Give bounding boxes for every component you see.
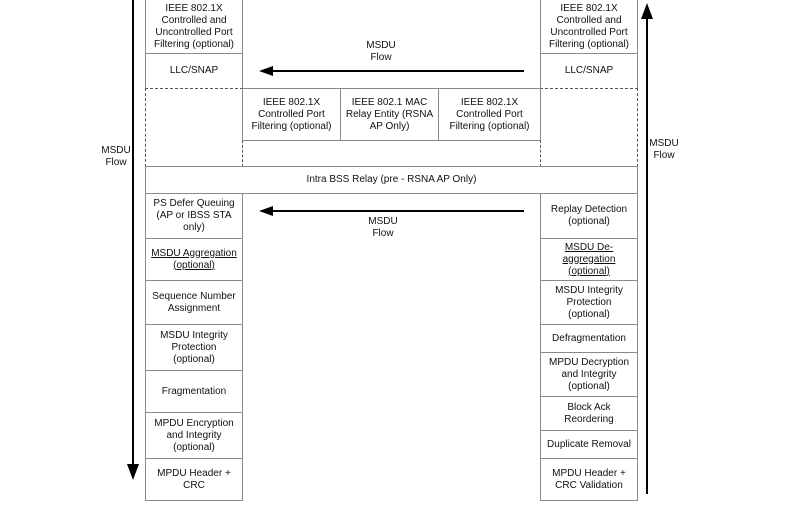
right-dashed-region xyxy=(540,88,638,167)
mid-msdu-flow-arrow-shaft xyxy=(270,210,524,212)
ps-defer-queuing: PS Defer Queuing (AP or IBSS STA only) xyxy=(145,193,243,239)
mid-msdu-flow-label: MSDU Flow xyxy=(368,216,398,239)
left-llc-snap: LLC/SNAP xyxy=(145,53,243,89)
msdu-deaggregation: MSDU De- aggregation (optional) xyxy=(540,238,638,281)
mpdu-decryption-integrity: MPDU Decryption and Integrity (optional) xyxy=(540,352,638,397)
left-8021x-port-filtering: IEEE 802.1X Controlled and Uncontrolled Port Filtering (optional) xyxy=(145,0,243,54)
mpdu-encryption-integrity: MPDU Encryption and Integrity (optional) xyxy=(145,412,243,459)
right-msdu-flow-arrow-head xyxy=(641,3,653,19)
middle-dashed-region xyxy=(242,140,541,167)
middle-8021x-controlled-port-left: IEEE 802.1X Controlled Port Filtering (optional) xyxy=(242,88,341,141)
right-msdu-flow-arrow-shaft xyxy=(646,18,648,494)
right-mpdu-header-crc-validation: MPDU Header + CRC Validation xyxy=(540,458,638,501)
right-msdu-flow-label: MSDU Flow xyxy=(649,138,679,161)
right-llc-snap: LLC/SNAP xyxy=(540,53,638,89)
sequence-number-assignment: Sequence Number Assignment xyxy=(145,280,243,325)
block-ack-reordering: Block Ack Reordering xyxy=(540,396,638,431)
left-dashed-region xyxy=(145,88,243,167)
intra-bss-relay: Intra BSS Relay (pre - RSNA AP Only) xyxy=(145,166,638,194)
middle-8021x-controlled-port-right: IEEE 802.1X Controlled Port Filtering (optional) xyxy=(438,88,541,141)
mid-msdu-flow-arrow-head xyxy=(259,206,273,216)
duplicate-removal: Duplicate Removal xyxy=(540,430,638,459)
top-msdu-flow-label: MSDU Flow xyxy=(366,40,396,63)
middle-mac-relay-entity: IEEE 802.1 MAC Relay Entity (RSNA AP Only) xyxy=(340,88,439,141)
left-msdu-flow-arrow-shaft xyxy=(132,0,134,466)
msdu-aggregation: MSDU Aggregation (optional) xyxy=(145,238,243,281)
defragmentation: Defragmentation xyxy=(540,324,638,353)
replay-detection: Replay Detection (optional) xyxy=(540,193,638,239)
left-msdu-flow-arrow-head xyxy=(127,464,139,480)
right-msdu-integrity-protection: MSDU Integrity Protection (optional) xyxy=(540,280,638,325)
left-msdu-integrity-protection: MSDU Integrity Protection (optional) xyxy=(145,324,243,371)
fragmentation: Fragmentation xyxy=(145,370,243,413)
top-msdu-flow-arrow-shaft xyxy=(270,70,524,72)
top-msdu-flow-arrow-head xyxy=(259,66,273,76)
right-8021x-port-filtering: IEEE 802.1X Controlled and Uncontrolled Port Filtering (optional) xyxy=(540,0,638,54)
left-mpdu-header-crc: MPDU Header + CRC xyxy=(145,458,243,501)
left-msdu-flow-label: MSDU Flow xyxy=(101,145,131,168)
